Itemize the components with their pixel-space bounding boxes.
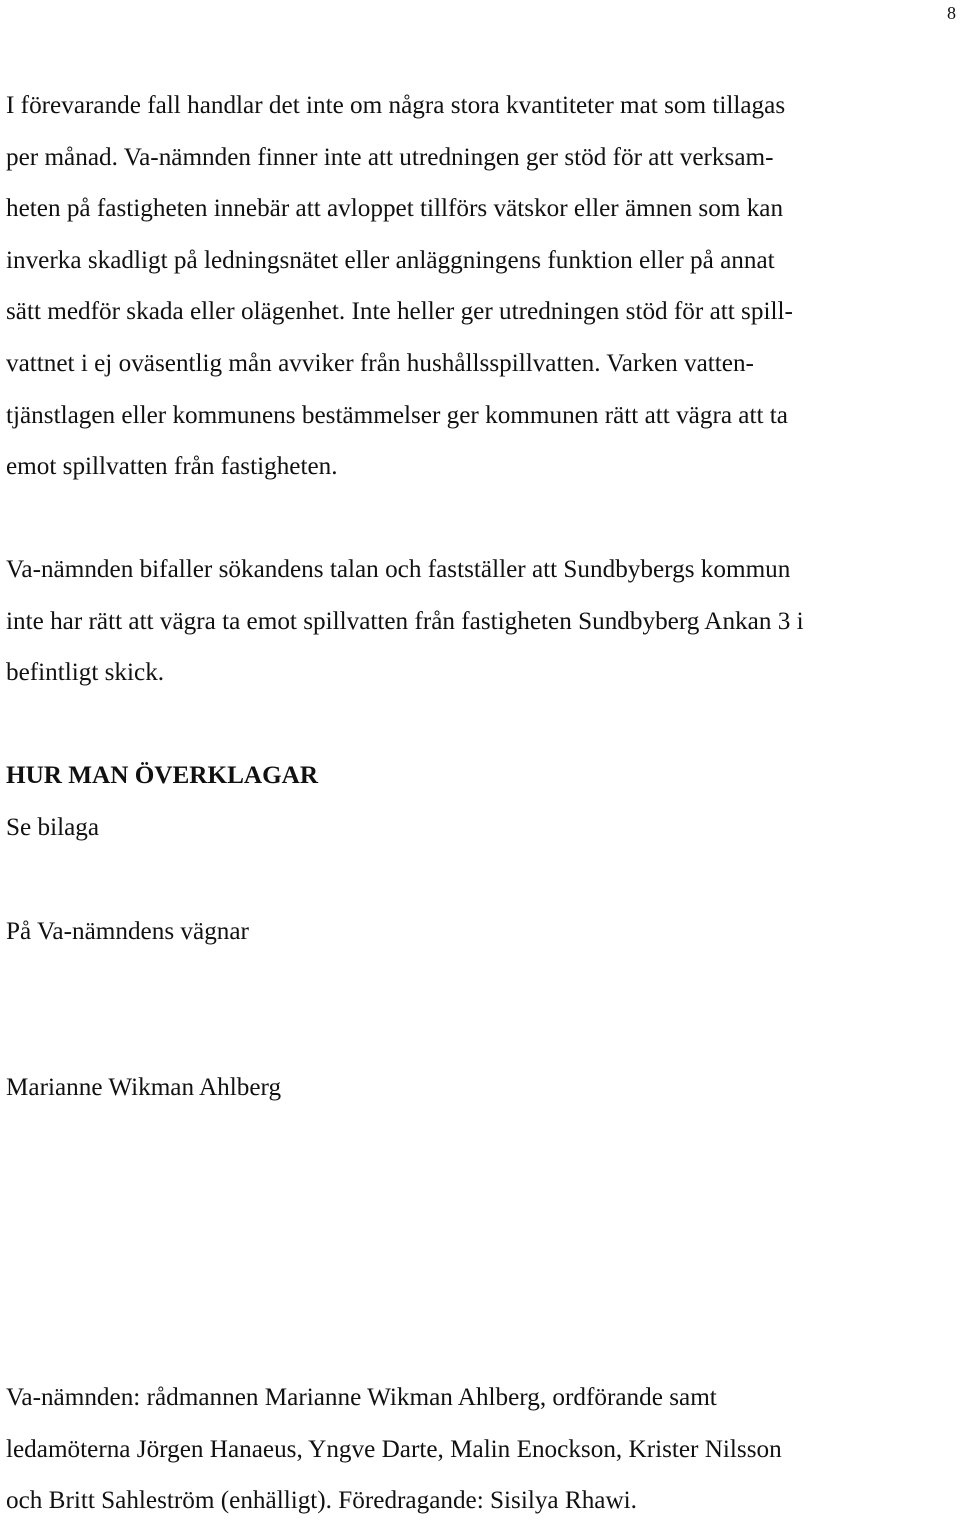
paragraph-line: vattnet i ej oväsentlig mån avviker från hushållsspillvatten. Varken vatten- [6,349,754,377]
paragraph-line: heten på fastigheten innebär att avloppet tillförs vätskor eller ämnen som kan [6,195,784,223]
decision-ruling-paragraph [6,544,948,699]
paragraph-line: befintligt skick. [6,659,165,687]
footer-line: ledamöterna Jörgen Hanaeus, Yngve Darte, Malin Enockson, Krister Nilsson [6,1435,782,1463]
appeal-heading: HUR MAN ÖVERKLAGAR [6,762,319,789]
footer-line: och Britt Sahleström (enhälligt). Föredragande: Sisilya Rhawi. [6,1487,637,1515]
signature-name-text: Marianne Wikman Ahlberg [6,1074,282,1101]
signature-role-text: På Va-nämndens vägnar [6,918,249,945]
paragraph-line: emot spillvatten från fastigheten. [6,453,338,481]
paragraph-line: inte har rätt att vägra ta emot spillvatten från fastigheten Sundbyberg Ankan 3 i [6,607,804,635]
paragraph-line: inverka skadligt på ledningsnätet eller anläggningens funktion eller på annat [6,246,775,274]
paragraph-line: Va-nämnden bifaller sökandens talan och fastställer att Sundbybergs kommun [6,556,791,583]
footer-line: Va-nämnden: rådmannen Marianne Wikman Ahlberg, ordförande samt [6,1384,717,1411]
signature-name [6,1062,948,1114]
paragraph-line: I förevarande fall handlar det inte om några stora kvantiteter mat som tillagas [6,92,786,119]
paragraph-line: tjänstlagen eller kommunens bestämmelser ger kommunen rätt att vägra att ta [6,401,788,429]
panel-composition-footer [6,1372,948,1527]
appeal-text: Se bilaga [6,813,100,841]
paragraph-line: per månad. Va-nämnden finner inte att utredningen ger stöd för att verksam- [6,143,774,171]
page-number: 8 [947,3,956,23]
appeal-section [6,750,948,853]
signature-role [6,906,948,958]
paragraph-line: sätt medför skada eller olägenhet. Inte heller ger utredningen stöd för att spill- [6,298,793,326]
decision-reasoning-paragraph [6,80,948,493]
